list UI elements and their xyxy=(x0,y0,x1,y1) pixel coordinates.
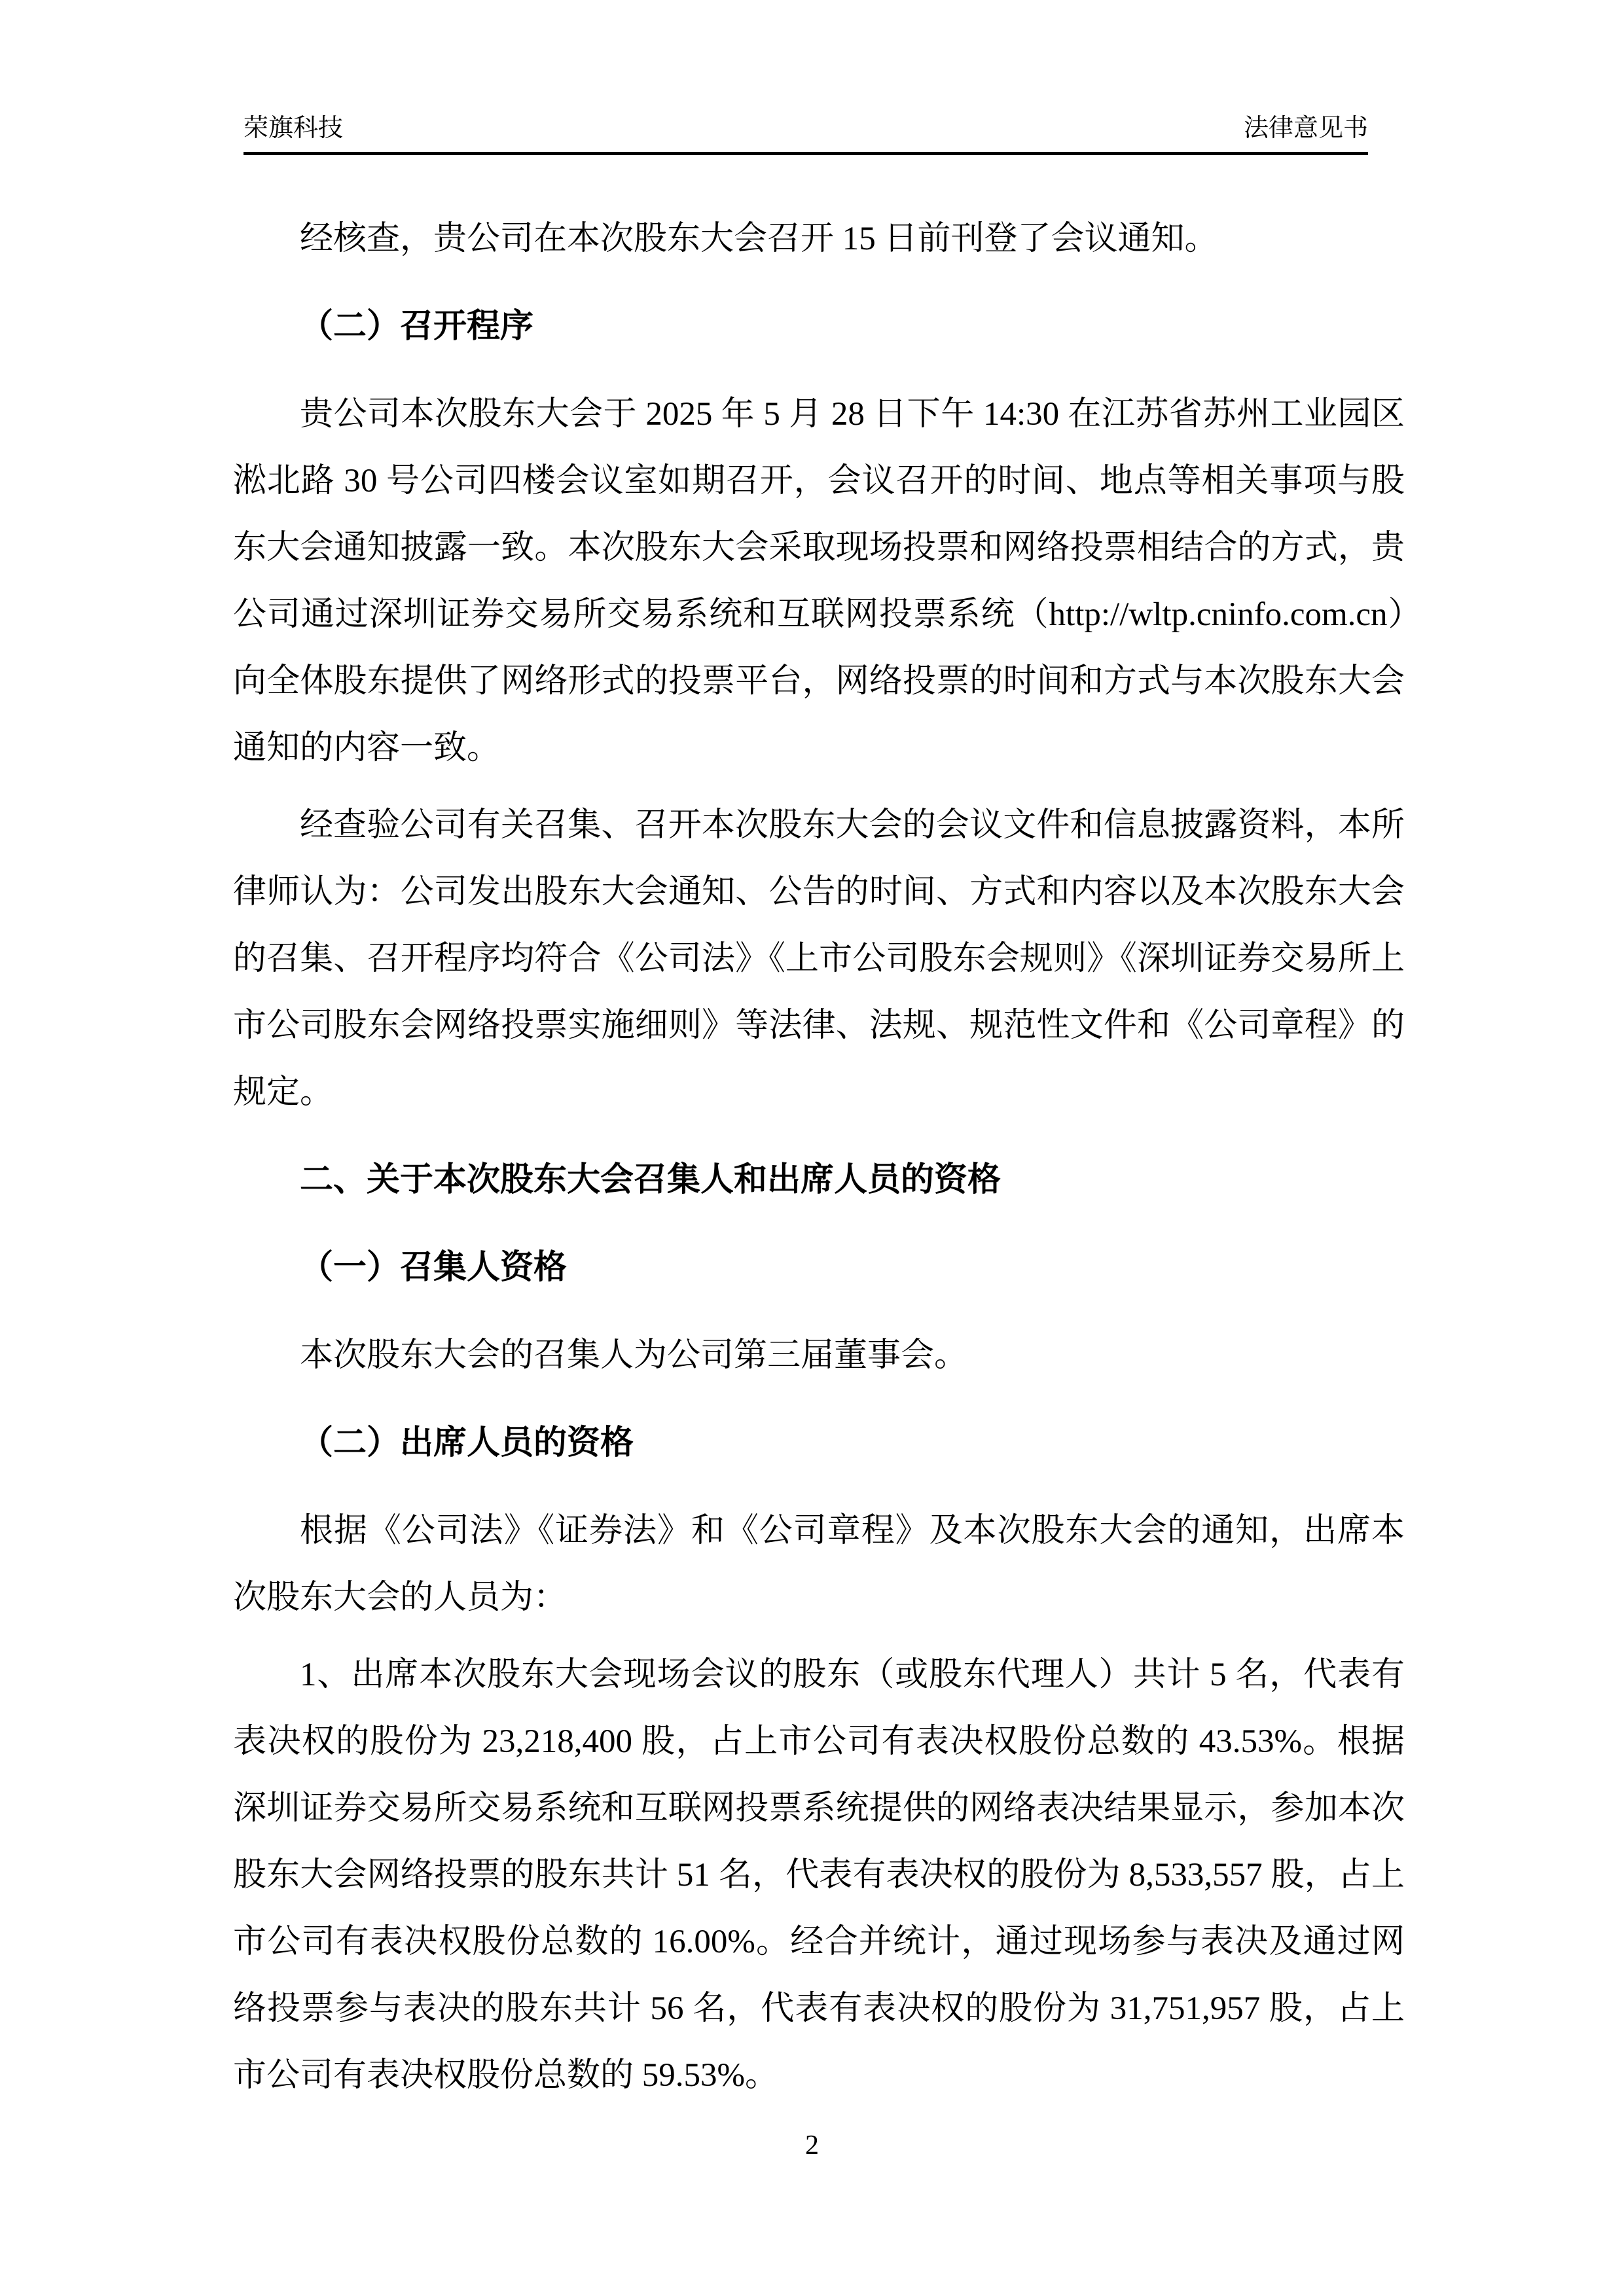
paragraph-notice-verification: 经核查，贵公司在本次股东大会召开 15 日前刊登了会议通知。 xyxy=(300,221,1218,257)
page-header xyxy=(244,113,1368,155)
heading-convener-qualification: （一）召集人资格 xyxy=(300,1249,568,1286)
paragraph-convener: 本次股东大会的召集人为公司第三届董事会。 xyxy=(300,1337,968,1374)
header-company-name: 荣旗科技 xyxy=(244,115,344,142)
heading-attendee-qualification: （二）出席人员的资格 xyxy=(300,1425,634,1462)
header-doc-type: 法律意见书 xyxy=(1243,115,1368,142)
heading-convening-procedure: （二）召开程序 xyxy=(300,308,534,345)
page-number: 2 xyxy=(805,2130,819,2161)
paragraph-meeting-details: 贵公司本次股东大会于 2025 年 5 月 28 日下午 14:30 在江苏省苏州工业园区淞北路 30 号公司四楼会议室如期召开，会议召开的时间、地点等相关事项与股东大会通知披露一致。本次股东大会采取现场投票和网络投票相结合的方式，贵公司通过深圳证券交易所交易系统和互联网投票系统（http://wltp.cninfo.com.cn）向全体股东提供了网络形式的投票平台，网络投票的时间和方式与本次股东大会通知的内容一致。 xyxy=(233,396,1405,766)
heading-section-two-qualifications: 二、关于本次股东大会召集人和出席人员的资格 xyxy=(300,1162,1001,1198)
paragraph-attendance-statistics: 1、出席本次股东大会现场会议的股东（或股东代理人）共计 5 名，代表有表决权的股份为 23,218,400 股，占上市公司有表决权股份总数的 43.53%。根据深圳证券交易所交易系统和互联网投票系统提供的网络表决结果显示，参加本次股东大会网络投票的股东共计 51 名，代表有表决权的股份为 8,533,557 股，占上市公司有表决权股份总数的 16.00%。经合并统计，通过现场参与表决及通过网络投票参与表决的股东共计 56 名，代表有表决权的股份为 31,751,957 股，占上市公司有表决权股份总数的 59.53%。 xyxy=(233,1657,1405,2094)
paragraph-lawyer-opinion: 经查验公司有关召集、召开本次股东大会的会议文件和信息披露资料，本所律师认为：公司发出股东大会通知、公告的时间、方式和内容以及本次股东大会的召集、召开程序均符合《公司法》《上市公司股东会规则》《深圳证券交易所上市公司股东会网络投票实施细则》等法律、法规、规范性文件和《公司章程》的规定。 xyxy=(233,807,1405,1111)
document-body xyxy=(233,206,1405,2119)
paragraph-attendees-intro: 根据《公司法》《证券法》和《公司章程》及本次股东大会的通知，出席本次股东大会的人员为： xyxy=(233,1513,1405,1616)
